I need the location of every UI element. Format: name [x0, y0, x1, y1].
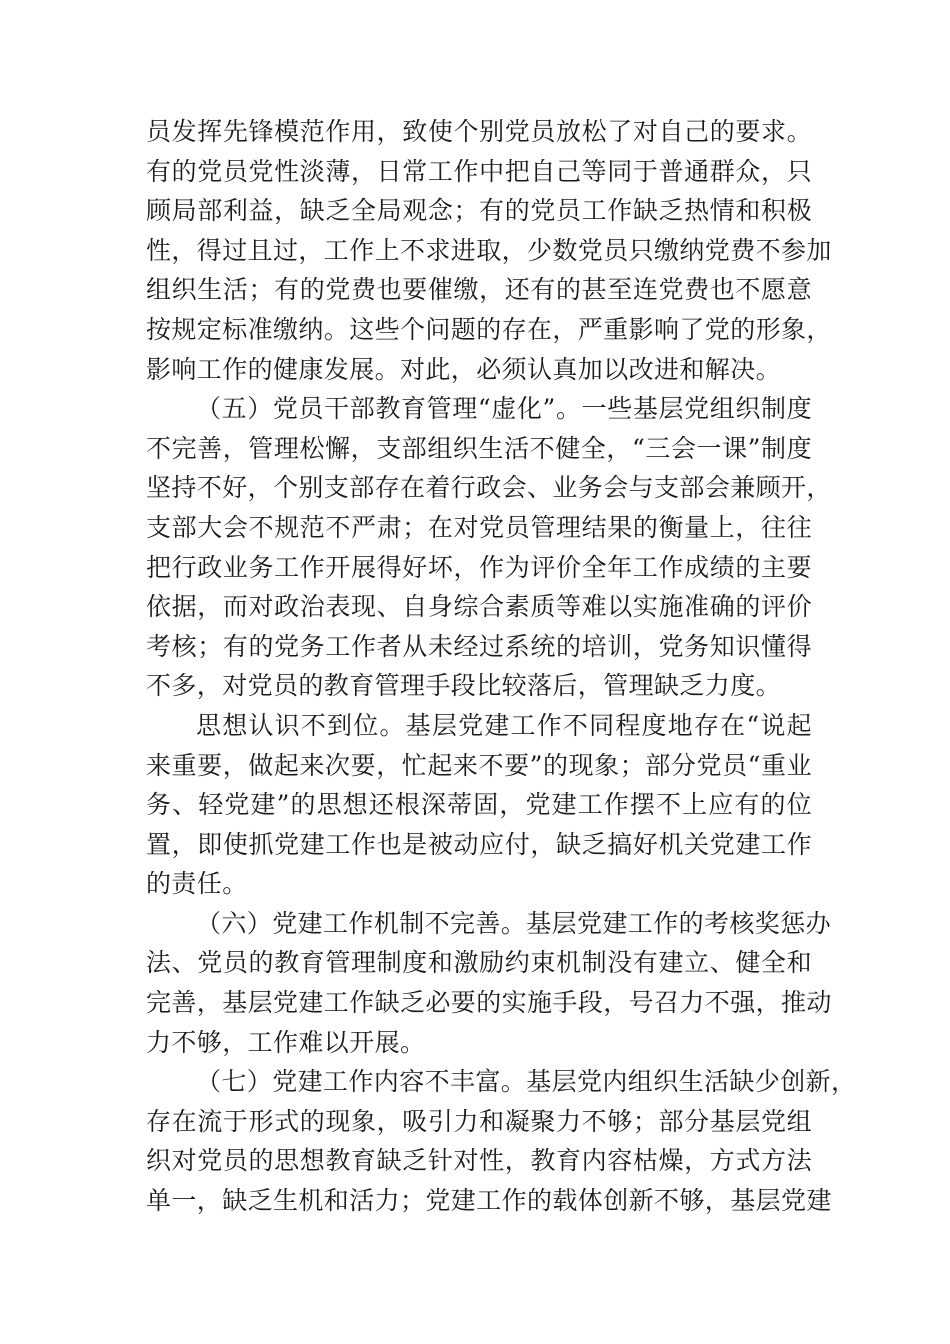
text-line: 务、轻党建”的思想还根深蒂固，党建工作摆不上应有的位	[146, 790, 812, 820]
text-line: （六）党建工作机制不完善。基层党建工作的考核奖惩办	[196, 908, 832, 938]
text-line: 单一，缺乏生机和活力；党建工作的载体创新不够，基层党建	[146, 1186, 832, 1216]
text-line: 不完善，管理松懈，支部组织生活不健全，“三会一课”制度	[146, 433, 812, 463]
text-line: 考核；有的党务工作者从未经过系统的培训，党务知识懂得	[146, 631, 812, 661]
text-line: 法、党员的教育管理制度和激励约束机制没有建立、健全和	[146, 948, 812, 978]
text-line: 组织生活；有的党费也要催缴，还有的甚至连党费也不愿意	[146, 275, 812, 305]
document-body	[146, 112, 857, 1221]
text-line: （七）党建工作内容不丰富。基层党内组织生活缺少创新，	[196, 1067, 857, 1097]
text-line: 把行政业务工作开展得好坏，作为评价全年工作成绩的主要	[146, 552, 812, 582]
text-line: 按规定标准缴纳。这些个问题的存在，严重影响了党的形象，	[146, 314, 832, 344]
text-line: 来重要，做起来次要，忙起来不要”的现象；部分党员“重业	[146, 750, 812, 780]
text-line: 思想认识不到位。基层党建工作不同程度地存在“说起	[196, 710, 812, 740]
text-line: 性，得过且过，工作上不求进取，少数党员只缴纳党费不参加	[146, 235, 832, 265]
text-line: 织对党员的思想教育缺乏针对性，教育内容枯燥，方式方法	[146, 1146, 812, 1176]
text-line: 影响工作的健康发展。对此，必须认真加以改进和解决。	[146, 354, 782, 384]
text-line: 依据，而对政治表现、自身综合素质等难以实施准确的评价	[146, 592, 812, 622]
text-line: 的责任。	[146, 869, 248, 899]
text-line: 有的党员党性淡薄，日常工作中把自己等同于普通群众，只	[146, 156, 812, 186]
text-line: （五）党员干部教育管理“虚化”。一些基层党组织制度	[196, 394, 812, 424]
text-line: 不多，对党员的教育管理手段比较落后，管理缺乏力度。	[146, 671, 782, 701]
text-line: 顾局部利益，缺乏全局观念；有的党员工作缺乏热情和积极	[146, 196, 812, 226]
text-line: 存在流于形式的现象，吸引力和凝聚力不够；部分基层党组	[146, 1106, 812, 1136]
text-line: 坚持不好，个别支部存在着行政会、业务会与支部会兼顾开，	[146, 473, 832, 503]
text-line: 完善，基层党建工作缺乏必要的实施手段，号召力不强，推动	[146, 988, 832, 1018]
text-line: 支部大会不规范不严肃；在对党员管理结果的衡量上，往往	[146, 512, 812, 542]
text-line: 力不够，工作难以开展。	[146, 1027, 426, 1057]
text-line: 员发挥先锋模范作用，致使个别党员放松了对自己的要求。	[146, 117, 812, 146]
text-line: 置，即使抓党建工作也是被动应付，缺乏搞好机关党建工作	[146, 829, 812, 859]
